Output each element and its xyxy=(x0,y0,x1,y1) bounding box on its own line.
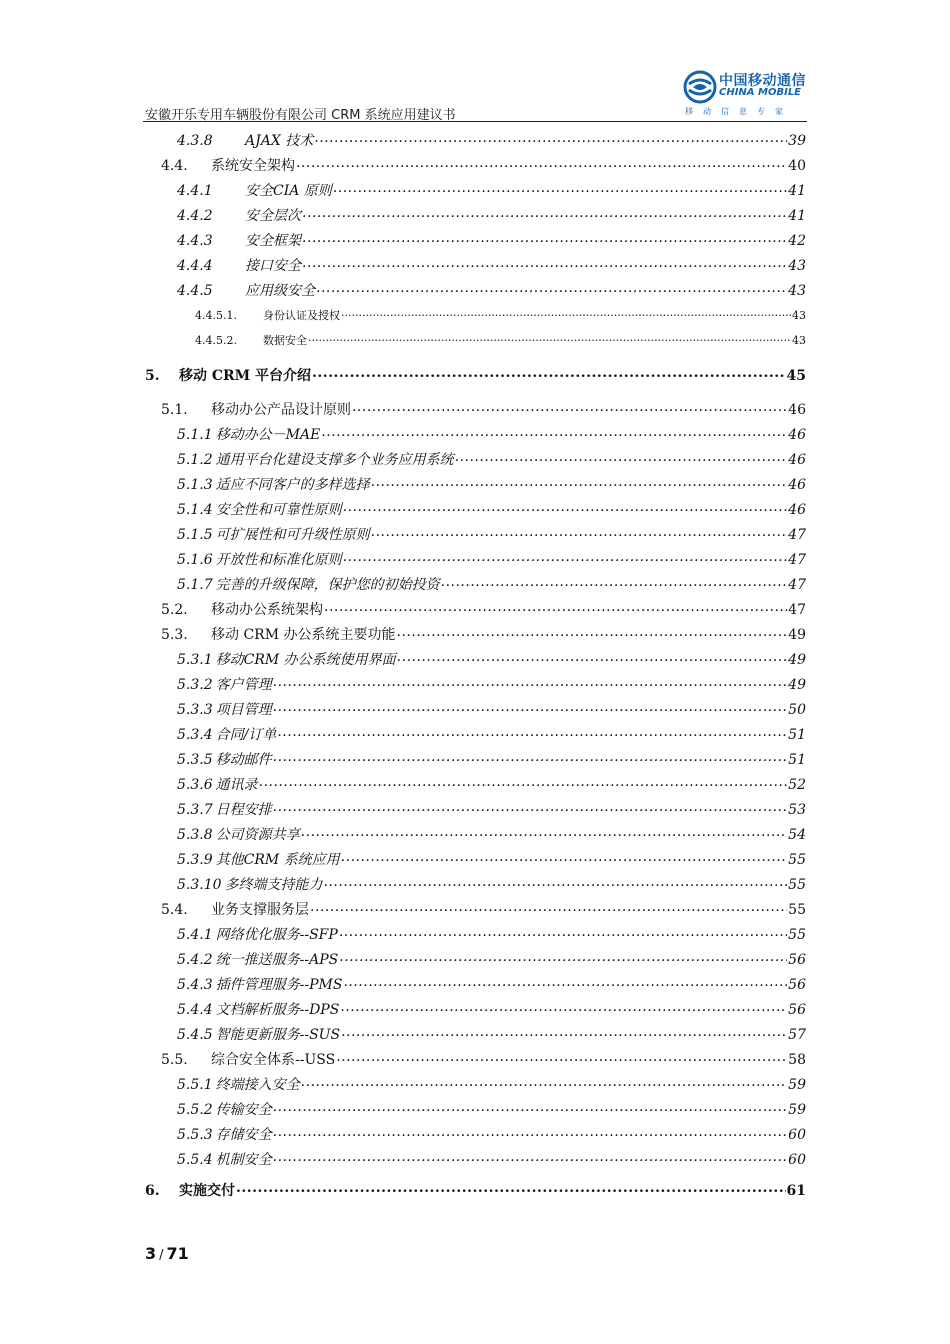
toc-entry-number: 5.4. xyxy=(161,902,188,918)
toc-entry-number: 4.4.4 xyxy=(177,258,213,274)
toc-dot-leader xyxy=(310,896,787,918)
toc-entry-number: 4.4.2 xyxy=(177,208,213,224)
toc-entry-number: 4.4.5.2. xyxy=(195,334,237,347)
toc-dot-leader xyxy=(273,1146,788,1168)
toc-entry-title: 可扩展性和可升级性原则 xyxy=(215,527,370,543)
toc-entry[interactable] xyxy=(145,1149,806,1171)
toc-entry-number: 4.4.1 xyxy=(177,183,213,199)
toc-entry-page: 49 xyxy=(788,652,806,668)
toc-entry-page: 46 xyxy=(788,402,806,418)
toc-entry-title: 客户管理 xyxy=(215,677,272,693)
toc-entry-page: 55 xyxy=(788,877,806,893)
toc-entry[interactable] xyxy=(145,649,806,671)
toc-entry-title: 移动办公产品设计原则 xyxy=(211,402,351,418)
toc-dot-leader xyxy=(341,846,788,868)
toc-entry[interactable] xyxy=(145,1074,806,1096)
toc-entry-title: 项目管理 xyxy=(215,702,272,718)
toc-entry-number: 5.1.7 xyxy=(177,577,213,593)
toc-dot-leader xyxy=(273,746,788,768)
toc-dot-leader xyxy=(340,996,787,1018)
toc-entry-number: 5.1.1 xyxy=(177,427,213,443)
toc-entry-number: 5.3.10 xyxy=(177,877,222,893)
toc-entry-number: 5.4.3 xyxy=(177,977,213,993)
toc-entry-number: 5.5.3 xyxy=(177,1127,213,1143)
toc-entry-title: 业务支撑服务层 xyxy=(211,902,309,918)
logo-english-name: CHINA MOBILE xyxy=(719,87,802,98)
toc-entry-title: 通用平台化建设支撑多个业务应用系统 xyxy=(215,452,454,468)
toc-dot-leader xyxy=(273,796,788,818)
logo-tagline: 移动信息专家 xyxy=(685,107,793,116)
toc-dot-leader xyxy=(273,1121,788,1143)
toc-entry[interactable] xyxy=(145,1049,806,1071)
toc-entry-page: 57 xyxy=(788,1027,806,1043)
toc-entry-page: 41 xyxy=(788,183,806,199)
toc-entry-number: 5.3.3 xyxy=(177,702,213,718)
toc-entry-title: 安全CIA 原则 xyxy=(245,183,332,199)
toc-dot-leader xyxy=(339,921,787,943)
toc-entry-number: 4.4. xyxy=(161,158,188,174)
toc-entry-number: 5.4.5 xyxy=(177,1027,213,1043)
toc-entry[interactable] xyxy=(145,899,806,921)
toc-entry-page: 56 xyxy=(788,1002,806,1018)
toc-entry-page: 60 xyxy=(788,1152,806,1168)
toc-dot-leader xyxy=(397,646,788,668)
toc-entry-number: 5.3.8 xyxy=(177,827,213,843)
toc-entry[interactable] xyxy=(145,1099,806,1121)
document-header-title: 安徽开乐专用车辆股份有限公司 CRM 系统应用建议书 xyxy=(145,108,456,123)
toc-entry-page: 59 xyxy=(788,1102,806,1118)
toc-dot-leader xyxy=(316,277,787,299)
toc-entry-page: 53 xyxy=(788,802,806,818)
toc-entry-number: 4.4.5 xyxy=(177,283,213,299)
toc-entry-title: 传输安全 xyxy=(215,1102,272,1118)
toc-dot-leader xyxy=(339,946,787,968)
china-mobile-logo-icon xyxy=(683,70,717,104)
toc-entry-page: 47 xyxy=(788,602,806,618)
toc-entry[interactable] xyxy=(145,624,806,646)
toc-entry-title: 日程安排 xyxy=(215,802,272,818)
toc-entry-title: 安全性和可靠性原则 xyxy=(215,502,342,518)
toc-dot-leader xyxy=(312,362,785,384)
toc-entry-title: 系统安全架构 xyxy=(211,158,295,174)
toc-entry[interactable] xyxy=(145,305,806,327)
toc-dot-leader xyxy=(397,621,788,643)
toc-dot-leader xyxy=(371,471,788,493)
toc-dot-leader xyxy=(273,671,788,693)
toc-entry[interactable] xyxy=(145,130,806,152)
toc-entry-number: 5.1.2 xyxy=(177,452,213,468)
toc-entry-number: 5.1.6 xyxy=(177,552,213,568)
toc-entry-page: 60 xyxy=(788,1127,806,1143)
toc-entry[interactable] xyxy=(145,424,806,446)
toc-entry-number: 4.4.3 xyxy=(177,233,213,249)
toc-entry-title: 智能更新服务--SUS xyxy=(215,1027,341,1043)
toc-entry[interactable] xyxy=(145,724,806,746)
toc-entry-title: 插件管理服务--PMS xyxy=(215,977,343,993)
toc-dot-leader xyxy=(302,227,787,249)
toc-dot-leader xyxy=(321,421,787,443)
toc-entry-page: 55 xyxy=(788,927,806,943)
toc-dot-leader xyxy=(343,546,788,568)
toc-dot-leader xyxy=(301,821,788,843)
toc-entry-number: 5. xyxy=(145,368,160,384)
toc-entry-number: 5.3. xyxy=(161,627,188,643)
toc-entry-page: 43 xyxy=(792,309,806,322)
toc-entry[interactable] xyxy=(145,1024,806,1046)
toc-entry-number: 5.3.6 xyxy=(177,777,213,793)
toc-entry-title: 其他CRM 系统应用 xyxy=(215,852,340,868)
logo-chinese-name: 中国移动通信 xyxy=(719,73,806,89)
toc-entry-page: 55 xyxy=(788,902,806,918)
toc-entry-title: 安全层次 xyxy=(245,208,301,224)
toc-entry[interactable] xyxy=(145,449,806,471)
toc-entry-number: 5.4.1 xyxy=(177,927,213,943)
toc-entry-number: 5.2. xyxy=(161,602,188,618)
toc-dot-leader xyxy=(273,696,788,718)
toc-dot-leader xyxy=(308,327,791,349)
toc-entry[interactable] xyxy=(145,230,806,252)
toc-entry-title: 合同/订单 xyxy=(215,727,277,743)
toc-entry-title: 接口安全 xyxy=(245,258,301,274)
toc-entry[interactable] xyxy=(145,180,806,202)
toc-entry-page: 47 xyxy=(788,527,806,543)
toc-dot-leader xyxy=(302,252,787,274)
toc-entry[interactable] xyxy=(145,399,806,421)
toc-dot-leader xyxy=(259,771,788,793)
toc-entry[interactable] xyxy=(145,280,806,302)
toc-entry-number: 5.4.2 xyxy=(177,952,213,968)
toc-entry[interactable] xyxy=(145,799,806,821)
toc-dot-leader xyxy=(301,1071,788,1093)
toc-entry[interactable] xyxy=(145,874,806,896)
page-number xyxy=(145,1244,189,1263)
toc-entry[interactable] xyxy=(145,824,806,846)
toc-entry-number: 5.3.4 xyxy=(177,727,213,743)
toc-entry[interactable] xyxy=(145,974,806,996)
toc-entry[interactable] xyxy=(145,999,806,1021)
toc-entry-page: 46 xyxy=(788,502,806,518)
toc-dot-leader xyxy=(441,571,788,593)
toc-entry-page: 39 xyxy=(788,133,806,149)
toc-entry-number: 5.3.9 xyxy=(177,852,213,868)
toc-entry-number: 6. xyxy=(145,1183,160,1199)
toc-entry-page: 49 xyxy=(788,677,806,693)
toc-entry[interactable] xyxy=(145,499,806,521)
toc-entry-number: 5.3.5 xyxy=(177,752,213,768)
toc-entry[interactable] xyxy=(145,524,806,546)
toc-dot-leader xyxy=(236,1177,786,1199)
header-divider xyxy=(143,121,807,122)
toc-entry-title: 实施交付 xyxy=(179,1183,235,1199)
toc-entry-page: 46 xyxy=(788,427,806,443)
toc-entry[interactable] xyxy=(145,574,806,596)
toc-entry[interactable] xyxy=(145,699,806,721)
toc-entry-number: 5.1.5 xyxy=(177,527,213,543)
toc-entry-number: 5.1.4 xyxy=(177,502,213,518)
toc-entry[interactable] xyxy=(145,1124,806,1146)
toc-entry-title: 移动办公系统架构 xyxy=(211,602,323,618)
toc-entry[interactable] xyxy=(145,549,806,571)
toc-dot-leader xyxy=(324,871,788,893)
current-page-number: 3 xyxy=(145,1244,157,1263)
toc-entry-page: 55 xyxy=(788,852,806,868)
toc-entry[interactable] xyxy=(145,924,806,946)
toc-entry-title: 适应不同客户的多样选择 xyxy=(215,477,370,493)
toc-entry-title: 通讯录 xyxy=(215,777,258,793)
toc-entry[interactable] xyxy=(145,849,806,871)
toc-entry-number: 5.5.2 xyxy=(177,1102,213,1118)
toc-entry-number: 5.3.2 xyxy=(177,677,213,693)
toc-dot-leader xyxy=(371,521,788,543)
toc-entry-title: 移动 CRM 平台介绍 xyxy=(179,368,312,384)
toc-entry-title: 统一推送服务--APS xyxy=(215,952,339,968)
toc-entry[interactable] xyxy=(145,205,806,227)
toc-entry-page: 46 xyxy=(788,452,806,468)
toc-entry[interactable] xyxy=(145,749,806,771)
toc-entry-title: 存储安全 xyxy=(215,1127,272,1143)
toc-entry-title: 终端接入安全 xyxy=(215,1077,300,1093)
toc-entry-title: AJAX 技术 xyxy=(245,133,314,149)
toc-entry-page: 61 xyxy=(786,1183,806,1199)
toc-entry[interactable] xyxy=(145,255,806,277)
toc-entry[interactable] xyxy=(145,774,806,796)
toc-dot-leader xyxy=(277,721,787,743)
toc-entry-page: 49 xyxy=(788,627,806,643)
toc-entry-title: 移动 CRM 办公系统主要功能 xyxy=(211,627,396,643)
toc-entry-number: 5.1. xyxy=(161,402,188,418)
toc-entry-number: 4.4.5.1. xyxy=(195,309,237,322)
page-separator: / xyxy=(159,1248,164,1263)
toc-entry-title: 开放性和标准化原则 xyxy=(215,552,342,568)
toc-dot-leader xyxy=(343,971,787,993)
toc-dot-leader xyxy=(333,177,787,199)
toc-entry[interactable] xyxy=(145,330,806,352)
toc-dot-leader xyxy=(455,446,788,468)
toc-entry-page: 54 xyxy=(788,827,806,843)
toc-entry-number: 5.5.1 xyxy=(177,1077,213,1093)
toc-entry-title: 完善的升级保障，保护您的初始投资 xyxy=(215,577,440,593)
toc-dot-leader xyxy=(343,496,788,518)
toc-entry-page: 40 xyxy=(788,158,806,174)
toc-entry-page: 47 xyxy=(788,577,806,593)
toc-dot-leader xyxy=(314,127,787,149)
toc-dot-leader xyxy=(341,302,791,324)
toc-dot-leader xyxy=(324,596,787,618)
toc-entry[interactable] xyxy=(145,474,806,496)
toc-entry[interactable] xyxy=(145,155,806,177)
toc-dot-leader xyxy=(341,1021,787,1043)
toc-entry[interactable] xyxy=(145,1180,806,1202)
toc-entry-title: 公司资源共享 xyxy=(215,827,300,843)
toc-entry-title: 移动办公－MAE xyxy=(215,427,321,443)
toc-entry-number: 5.3.1 xyxy=(177,652,213,668)
toc-entry-title: 机制安全 xyxy=(215,1152,272,1168)
toc-dot-leader xyxy=(296,152,787,174)
toc-entry-title: 身份认证及授权 xyxy=(263,309,340,322)
toc-entry-title: 应用级安全 xyxy=(245,283,315,299)
toc-entry-title: 移动邮件 xyxy=(215,752,272,768)
toc-entry-page: 58 xyxy=(788,1052,806,1068)
toc-entry-page: 43 xyxy=(788,283,806,299)
toc-entry-page: 41 xyxy=(788,208,806,224)
toc-entry-title: 网络优化服务--SFP xyxy=(215,927,338,943)
total-pages: 71 xyxy=(166,1244,189,1263)
toc-entry[interactable] xyxy=(145,949,806,971)
toc-entry-page: 56 xyxy=(788,977,806,993)
toc-entry-page: 43 xyxy=(788,258,806,274)
toc-entry-number: 5.1.3 xyxy=(177,477,213,493)
toc-entry-page: 51 xyxy=(788,727,806,743)
toc-dot-leader xyxy=(273,1096,788,1118)
toc-dot-leader xyxy=(336,1046,787,1068)
toc-entry-page: 56 xyxy=(788,952,806,968)
toc-entry-page: 45 xyxy=(786,368,806,384)
toc-entry-title: 安全框架 xyxy=(245,233,301,249)
toc-entry[interactable] xyxy=(145,674,806,696)
toc-entry-title: 数据安全 xyxy=(263,334,307,347)
toc-entry-number: 5.4.4 xyxy=(177,1002,213,1018)
toc-entry-title: 综合安全体系--USS xyxy=(211,1052,336,1068)
toc-entry-number: 5.3.7 xyxy=(177,802,213,818)
toc-entry-page: 52 xyxy=(788,777,806,793)
toc-entry-page: 43 xyxy=(792,334,806,347)
toc-entry-page: 50 xyxy=(788,702,806,718)
toc-entry-page: 51 xyxy=(788,752,806,768)
toc-entry-number: 5.5.4 xyxy=(177,1152,213,1168)
toc-entry-number: 4.3.8 xyxy=(177,133,213,149)
toc-entry-page: 42 xyxy=(788,233,806,249)
toc-entry-page: 59 xyxy=(788,1077,806,1093)
toc-entry-title: 多终端支持能力 xyxy=(224,877,323,893)
toc-dot-leader xyxy=(302,202,787,224)
toc-entry[interactable] xyxy=(145,365,806,387)
toc-entry-number: 5.5. xyxy=(161,1052,188,1068)
toc-dot-leader xyxy=(352,396,787,418)
toc-entry-page: 47 xyxy=(788,552,806,568)
toc-entry-page: 46 xyxy=(788,477,806,493)
toc-entry[interactable] xyxy=(145,599,806,621)
toc-entry-title: 文档解析服务--DPS xyxy=(215,1002,340,1018)
toc-entry-title: 移动CRM 办公系统使用界面 xyxy=(215,652,396,668)
china-mobile-logo xyxy=(683,68,807,120)
